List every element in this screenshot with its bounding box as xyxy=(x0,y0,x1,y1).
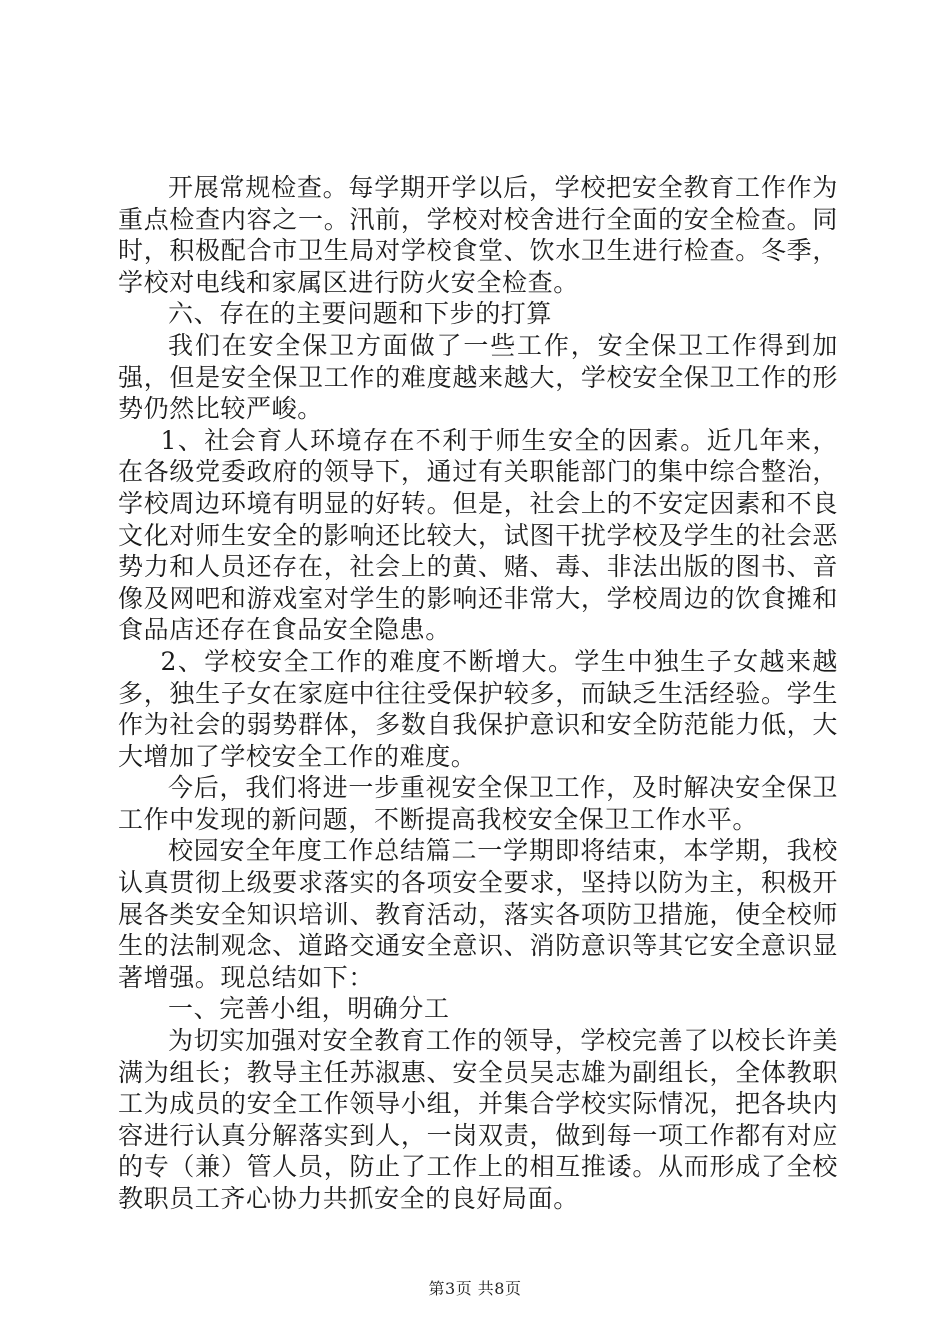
page-number-footer: 第3页 共8页 xyxy=(428,1279,522,1298)
paragraph-routine-inspection: 开展常规检查。每学期开学以后，学校把安全教育工作作为重点检查内容之一。汛前，学校对校舍进行全面的安全检查。同时，积极配合市卫生局对学校食堂、饮水卫生进行检查。冬季，学校对电线和家属区进行防火安全检查。 xyxy=(118,173,838,297)
document-body xyxy=(118,172,838,1215)
paragraph-item-1: 1、社会育人环境存在不利于师生安全的因素。近几年来，在各级党委政府的领导下，通过有关职能部门的集中综合整治，学校周边环境有明显的好转。但是，社会上的不安定因素和不良文化对师生安全的影响还比较大，试图干扰学校及学生的社会恶势力和人员还存在，社会上的黄、赌、毒、非法出版的图书、音像及网吧和游戏室对学生的影响还非常大，学校周边的饮食摊和食品店还存在食品安全隐患。 xyxy=(118,425,838,645)
section-heading-team: 一、完善小组，明确分工 xyxy=(168,994,450,1024)
section-heading-problems: 六、存在的主要问题和下步的打算 xyxy=(168,299,553,329)
paragraph-summary-intro: 校园安全年度工作总结篇二一学期即将结束，本学期，我校认真贯彻上级要求落实的各项安全要求，坚持以防为主，积极开展各类安全知识培训、教育活动，落实各项防卫措施，使全校师生的法制观念、道路交通安全意识、消防意识等其它安全意识显著增强。现总结如下： xyxy=(118,836,838,992)
paragraph-item-2: 2、学校安全工作的难度不断增大。学生中独生子女越来越多，独生子女在家庭中往往受保护较多，而缺乏生活经验。学生作为社会的弱势群体，多数自我保护意识和安全防范能力低，大大增加了学校安全工作的难度。 xyxy=(118,646,838,771)
paragraph-future-plan: 今后，我们将进一步重视安全保卫工作，及时解决安全保卫工作中发现的新问题，不断提高我校安全保卫工作水平。 xyxy=(118,773,838,834)
paragraph-team-organization: 为切实加强对安全教育工作的领导，学校完善了以校长许美满为组长；教导主任苏淑惠、安全员吴志雄为副组长，全体教职工为成员的安全工作领导小组，并集合学校实际情况，把各块内容进行认真分解落实到人，一岗双责，做到每一项工作都有对应的专（兼）管人员，防止了工作上的相互推诿。从而形成了全校教职员工齐心协力共抓安全的良好局面。 xyxy=(118,1026,838,1213)
paragraph-security-overview: 我们在安全保卫方面做了一些工作，安全保卫工作得到加强，但是安全保卫工作的难度越来越大，学校安全保卫工作的形势仍然比较严峻。 xyxy=(118,330,838,424)
